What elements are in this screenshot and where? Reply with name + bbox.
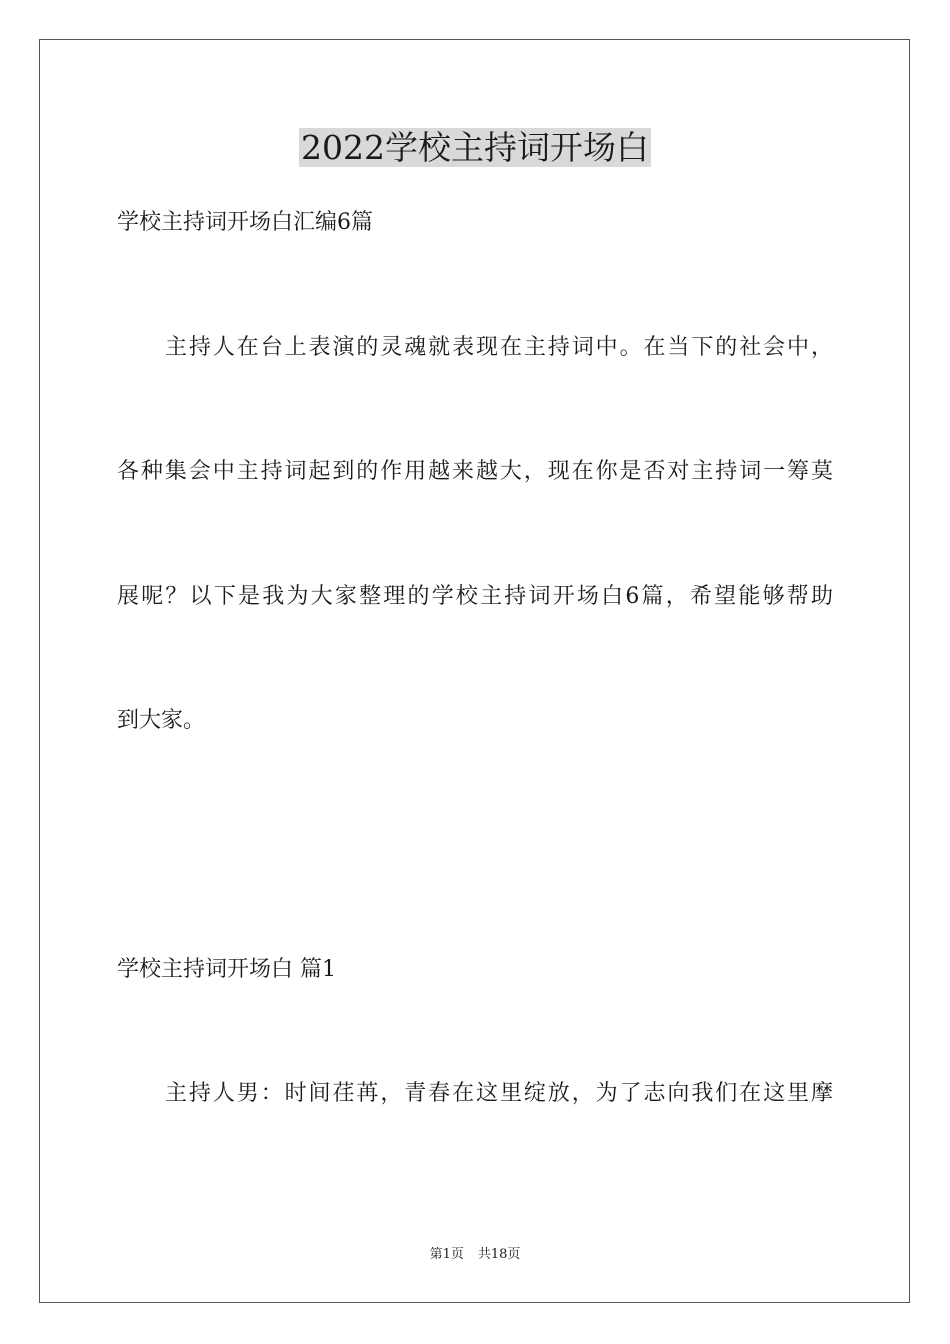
page-total: 共18页 <box>477 1247 521 1262</box>
section-heading: 学校主持词开场白 篇1 <box>117 957 336 982</box>
intro-paragraph-line-3: 展呢？以下是我为大家整理的学校主持词开场白6篇，希望能够帮助 <box>117 584 833 609</box>
intro-paragraph-line-1: 主持人在台上表演的灵魂就表现在主持词中。在当下的社会中， <box>165 335 833 360</box>
document-subtitle: 学校主持词开场白汇编6篇 <box>117 210 373 235</box>
document-title-text: 2022学校主持词开场白 <box>301 128 649 167</box>
page-footer <box>0 1246 950 1264</box>
intro-paragraph-line-2: 各种集会中主持词起到的作用越来越大，现在你是否对主持词一筹莫 <box>117 459 833 484</box>
section-paragraph-line-1: 主持人男：时间荏苒，青春在这里绽放，为了志向我们在这里摩 <box>165 1081 833 1106</box>
document-title <box>0 126 950 170</box>
intro-paragraph-line-4: 到大家。 <box>117 708 206 733</box>
page-number: 第1页 <box>429 1247 464 1262</box>
